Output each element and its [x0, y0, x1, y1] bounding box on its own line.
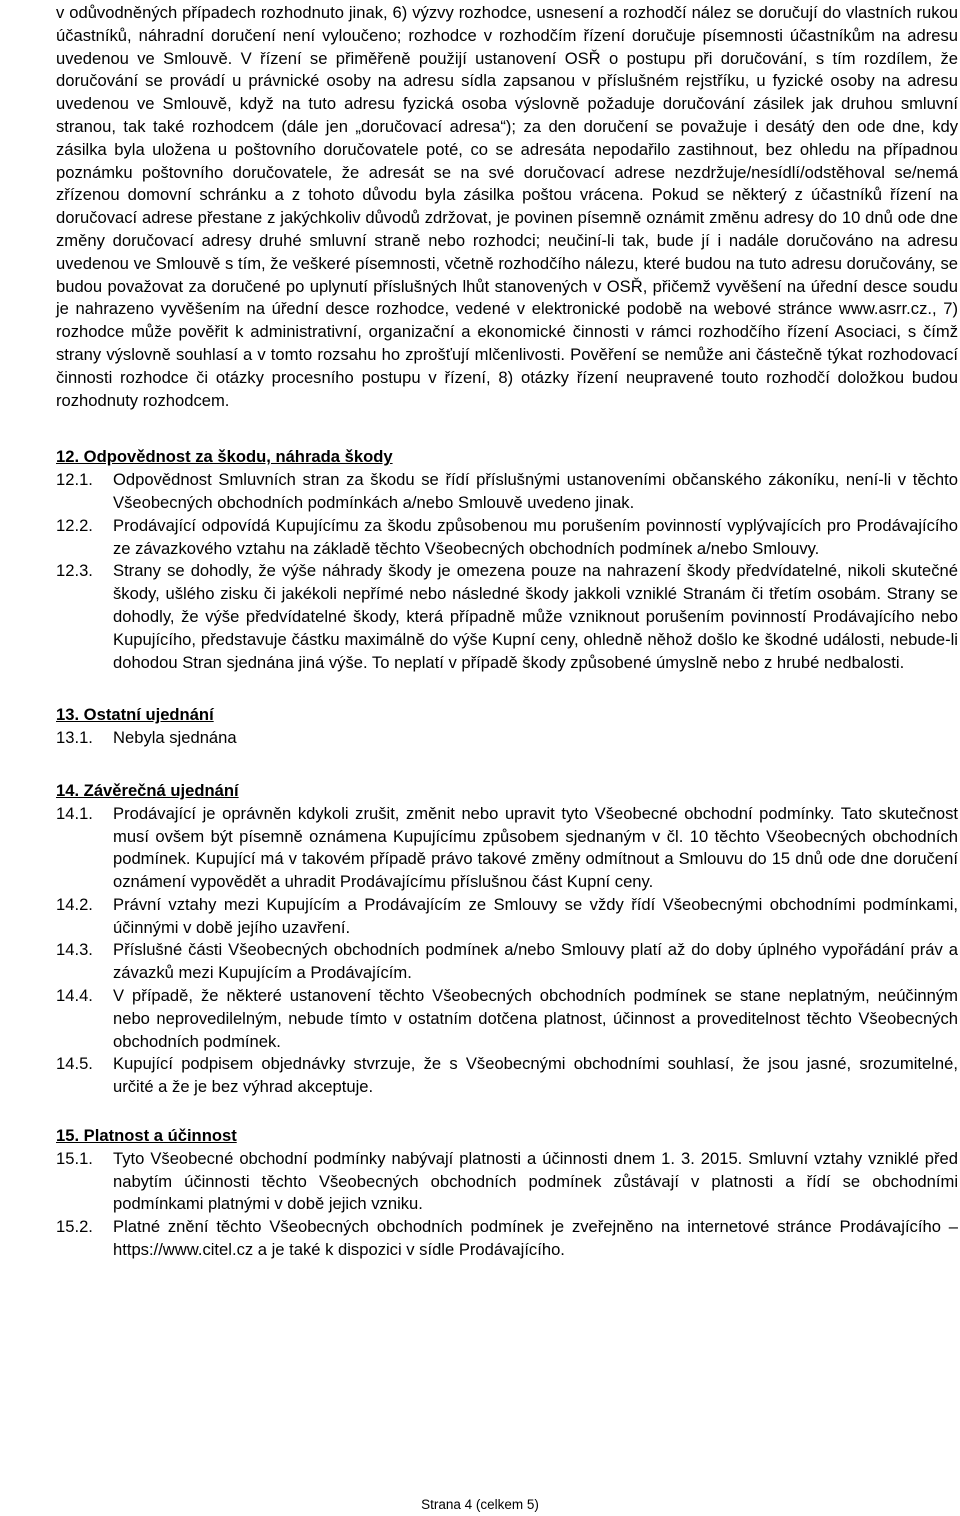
clause-item	[56, 1216, 958, 1262]
clause-item	[56, 803, 958, 894]
clause-item	[56, 939, 958, 985]
clause-text: Právní vztahy mezi Kupujícím a Prodávajícím ze Smlouvy se vždy řídí Všeobecnými obchodními podmínkami, účinnými v době jejího uzavření.	[113, 894, 958, 937]
clause-number: 14.3.	[56, 940, 93, 960]
spacer	[56, 1099, 958, 1125]
clause-number: 15.2.	[56, 1217, 93, 1237]
spacer	[56, 412, 958, 446]
spacer	[56, 750, 958, 780]
spacer	[56, 674, 958, 704]
section-heading: 12. Odpovědnost za škodu, náhrada škody	[56, 447, 393, 467]
clause-number: 15.1.	[56, 1148, 93, 1168]
clause-item	[56, 560, 958, 674]
clause-number: 14.2.	[56, 894, 93, 914]
section-heading: 14. Závěrečná ujednání	[56, 780, 239, 800]
clause-item	[56, 469, 958, 515]
clause-number: 14.5.	[56, 1054, 93, 1074]
clause-text: Odpovědnost Smluvních stran za škodu se řídí příslušnými ustanoveními občanského zákoníku, není-li v těchto Všeobecných obchodních podmínkách a/nebo Smlouvě uvedeno jinak.	[113, 470, 958, 512]
clause-number: 12.2.	[56, 515, 93, 535]
clause-number: 14.1.	[56, 803, 93, 823]
clause-number: 14.4.	[56, 986, 93, 1006]
clause-number: 12.1.	[56, 470, 93, 490]
section-12	[56, 446, 958, 674]
clause-item	[56, 1148, 958, 1216]
clause-text: Prodávající je oprávněn kdykoli zrušit, změnit nebo upravit tyto Všeobecné obchodní podmínky. Tato skutečnost musí ovšem být písemně oznámena Kupujícímu způsobem sjednaným v čl. 10 těchto Všeobecných obchodních podmínek. Kupující má v takovém případě právo takové změny odmítnout a Smlouvu do 15 dnů ode dne doručení oznámení vypovědět a uhradit Prodávajícímu příslušnou část Kupní ceny.	[113, 803, 958, 892]
section-heading: 13. Ostatní ujednání	[56, 705, 214, 725]
document-page	[56, 2, 958, 1262]
clause-item	[56, 1053, 958, 1099]
clause-item	[56, 727, 958, 750]
clause-text: Příslušné části Všeobecných obchodních podmínek a/nebo Smlouvy platí až do doby úplného vypořádání práv a závazků mezi Kupujícím a Prodávajícím.	[113, 940, 958, 983]
clause-item	[56, 985, 958, 1053]
clause-text: V případě, že některé ustanovení těchto Všeobecných obchodních podmínek se stane neplatným, neúčinným nebo neprovedilelným, nebude tímto v ostatním dotčena platnost, účinnost a proveditelnost těchto Všeobecných obchodních podmínek.	[113, 986, 958, 1051]
section-15	[56, 1125, 958, 1262]
clause-item	[56, 515, 958, 561]
page-footer: Strana 4 (celkem 5)	[421, 1497, 539, 1512]
clause-item	[56, 894, 958, 940]
clause-number: 12.3.	[56, 561, 93, 581]
section-14	[56, 780, 958, 1099]
section-13	[56, 704, 958, 750]
clause-text: Nebyla sjednána	[113, 728, 237, 748]
clause-text: Kupující podpisem objednávky stvrzuje, že s Všeobecnými obchodními souhlasí, že jsou jasné, srozumitelné, určité a že je bez výhrad akceptuje.	[113, 1054, 958, 1097]
clause-text: Tyto Všeobecné obchodní podmínky nabývají platnosti a účinnosti dnem 1. 3. 2015. Smluvní vztahy vzniklé před nabytím účinnosti těchto Všeobecných obchodních podmínek zůstávají v platnosti a řídí se obchodními podmínkami platnými v době jejich vzniku.	[113, 1148, 958, 1214]
intro-paragraph: v odůvodněných případech rozhodnuto jinak, 6) výzvy rozhodce, usnesení a rozhodčí nález se doručují do vlastních rukou účastníků, náhradní doručení není vyloučeno; rozhodce v rozhodčím řízení doručuje písemnosti účastníkům na adresu uvedenou ve Smlouvě. V řízení se přiměřeně použijí ustanovení OSŘ o postupu při doručování, s tím rozdílem, že doručování se provádí u právnické osoby na adresu sídla zapsanou v příslušném rejstříku, u fyzické osoby na adresu uvedenou ve Smlouvě, když na tuto adresu fyzická osoba výslovně požaduje doručování zásilek jak druhou smluvní stranou, tak také rozhodcem (dále jen „doručovací adresa“); za den doručení se považuje i desátý den ode dne, kdy zásilka byla uložena u poštovního doručovatele poté, co se adresáta nepodařilo zastihnout, bez ohledu na případnou poznámku poštovního doručovatele, že adresát se na své doručovací adrese nezdržuje/nesídlí/odstěhoval se/nemá zřízenou domovní schránku a z tohoto důvodu byla zásilka poštou vrácena. Pokud se některý z účastníků řízení na doručovací adrese přestane z jakýchkoliv důvodů zdržovat, je povinen písemně oznámit změnu adresy do 10 dnů ode dne změny doručovací adresy druhé smluvní straně nebo rozhodci; neučiní-li tak, bude jí i nadále doručováno na adresu uvedenou ve Smlouvě s tím, že veškeré písemnosti, včetně rozhodčího nálezu, které budou na tuto adresu doručovány, se budou považovat za doručené po uplynutí příslušných lhůt stanovených v OSŘ, přičemž vyvěšení na úřední desce soudu je nahrazeno vyvěšením na úřední desce rozhodce, vedené v elektronické podobě na webové stránce www.asrr.cz., 7) rozhodce může pověřit k administrativní, organizační a ekonomické činnosti v rámci rozhodčího řízení Asociaci, s čímž strany výslovně souhlasí a v tomto rozsahu ho zprošťují mlčenlivosti. Pověření se nemůže ani částečně týkat rozhodovací činnosti rozhodce či otázky procesního postupu v řízení, 8) otázky řízení neupravené touto rozhodčí doložkou budou rozhodnuty rozhodcem.	[56, 3, 958, 410]
clause-text: Strany se dohodly, že výše náhrady škody je omezena pouze na nahrazení škody předvídatelné, nikoli skutečné škody, ušlého zisku či jakékoli nepřímé nebo následné škody jakkoli vzniklé Stranám či třetím osobám. Strany se dohodly, že výše předvídatelné škody, která případně může vzniknout porušením povinností Prodávajícího nebo Kupujícího, představuje částku maximálně do výše Kupní ceny, ohledně něhož došlo ke škodné události, nebude-li dohodou Stran sjednána jiná výše. To neplatí v případě škody způsobené úmyslně nebo z hrubé nedbalosti.	[113, 561, 958, 672]
clause-text: Prodávající odpovídá Kupujícímu za škodu způsobenou mu porušením povinností vyplývajících pro Prodávajícího ze závazkového vztahu na základě těchto Všeobecných obchodních podmínek a/nebo Smlouvy.	[113, 515, 958, 558]
section-heading: 15. Platnost a účinnost	[56, 1126, 237, 1146]
clause-text: Platné znění těchto Všeobecných obchodních podmínek je zveřejněno na internetové stránce Prodávajícího – https://www.citel.cz a je také k dispozici v sídle Prodávajícího.	[113, 1217, 958, 1260]
clause-number: 13.1.	[56, 728, 93, 748]
